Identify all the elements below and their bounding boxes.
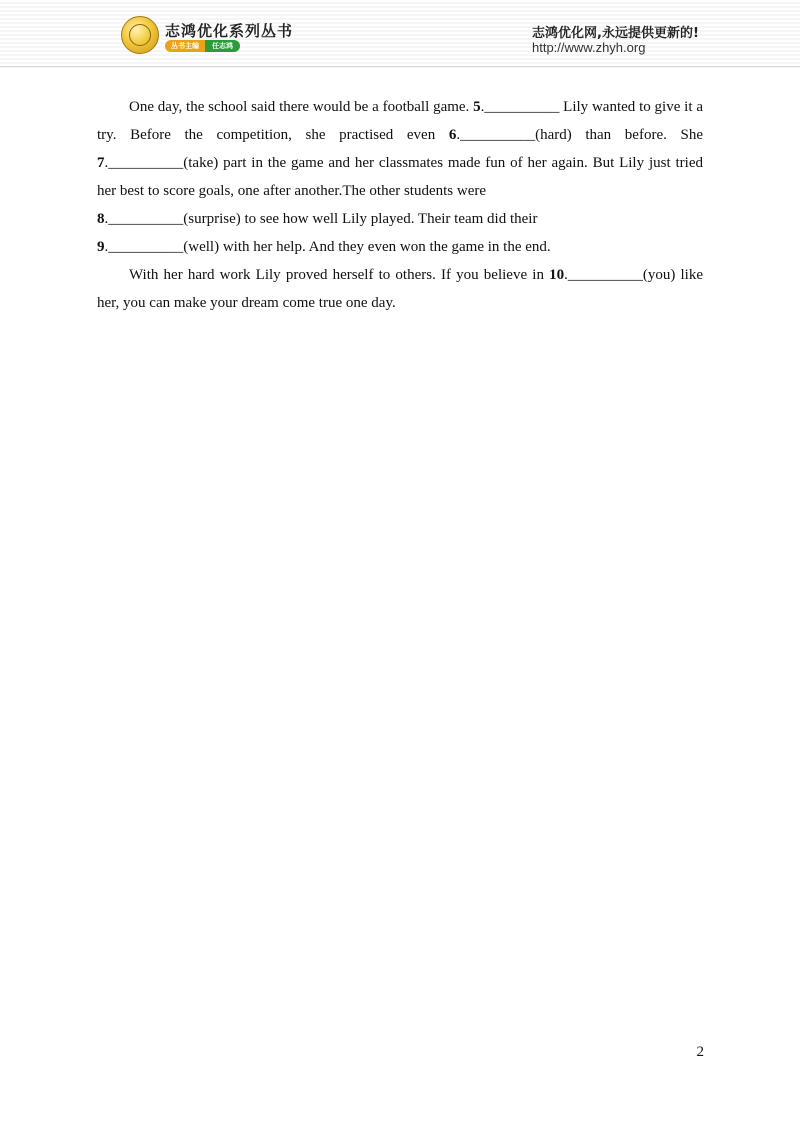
question-number-5: 5	[473, 99, 481, 115]
text-run: (well) with her help. And they even won the game in the end.	[183, 239, 551, 255]
question-number-6: 6	[448, 127, 457, 143]
header-url: http://www.zhyh.org	[532, 40, 646, 55]
page-number: 2	[696, 1044, 704, 1060]
series-title: 志鸿优化系列丛书	[165, 22, 294, 40]
page-header	[0, 0, 800, 68]
editor-badge-name: 任志鸿	[205, 40, 240, 52]
question-number-9: 9	[97, 239, 105, 255]
passage	[97, 93, 703, 317]
text-run: Lily wanted to give it a try. Before the competition, she practised even	[97, 99, 703, 143]
text-run: With her hard work Lily proved herself to others. If you believe in	[129, 267, 550, 283]
paragraph-1	[97, 93, 703, 261]
blank-10: .__________	[564, 267, 643, 283]
blank-9: .__________	[104, 239, 184, 255]
question-number-10: 10	[549, 267, 565, 283]
blank-7: .__________	[104, 155, 184, 171]
logo-emblem-ring	[129, 24, 151, 46]
header-divider	[0, 66, 800, 67]
text-run: (take) part in the game and her classmates made fun of her again. But Lily just tried her best to score goals, one after another.The other students were	[97, 155, 703, 199]
blank-6: .__________	[456, 127, 536, 143]
blank-5: .__________	[480, 99, 560, 115]
editor-badge-label: 丛书主编	[165, 40, 205, 52]
text-run: (surprise) to see how well Lily played. Their team did their	[183, 211, 538, 227]
text-run: (hard) than before. She	[535, 127, 703, 143]
editor-badge	[165, 40, 240, 52]
question-number-7: 7	[97, 155, 105, 171]
text-run: One day, the school said there would be a football game.	[129, 99, 474, 115]
blank-8: .__________	[104, 211, 184, 227]
text-run: (you) like her, you can make your dream come true one day.	[97, 267, 704, 311]
question-number-8: 8	[97, 211, 105, 227]
paragraph-2	[97, 261, 703, 317]
publisher-logo-icon	[121, 16, 159, 54]
header-slogan: 志鸿优化网,永远提供更新的!	[532, 26, 699, 41]
